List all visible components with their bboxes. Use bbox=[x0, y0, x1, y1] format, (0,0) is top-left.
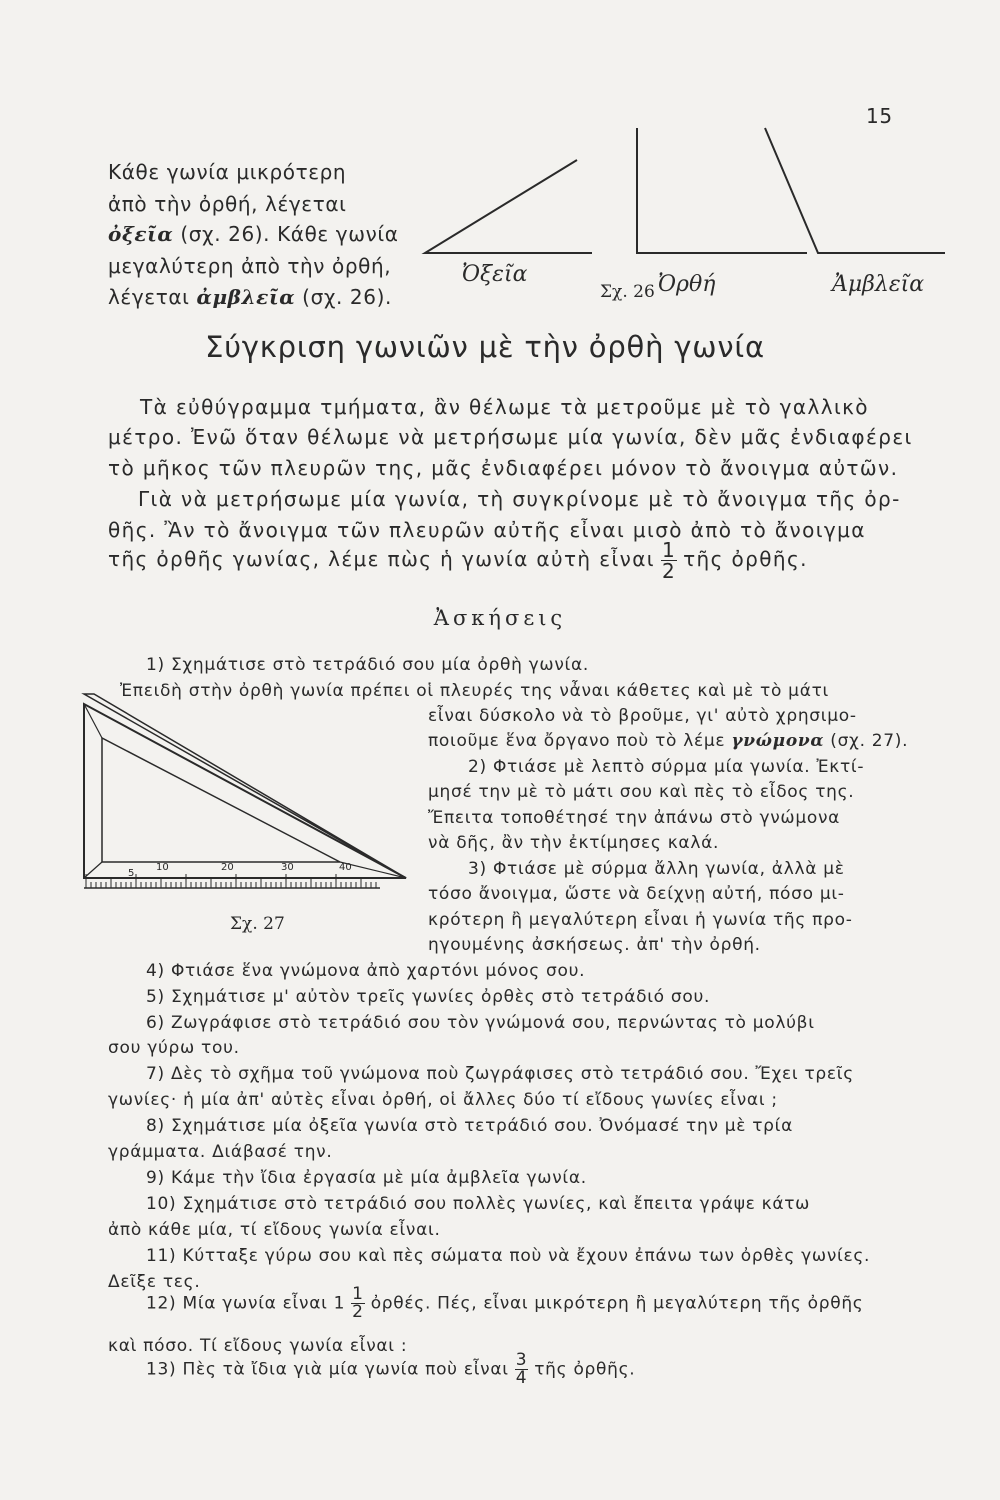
exercise-1-line-3: εἶναι δύσκολο νὰ τὸ βροῦμε, γι' αὐτὸ χρησιμο- bbox=[428, 706, 857, 726]
paragraph-line-4: Γιὰ νὰ μετρήσωμε μία γωνία, τὴ συγκρίνομε μὲ τὸ ἄνοιγμα τῆς ὀρ- bbox=[138, 487, 901, 511]
fraction-three-quarters: $\frac{3}{4}$ bbox=[515, 1350, 528, 1388]
paragraph-line-2: μέτρο. Ἐνῶ ὅταν θέλωμε νὰ μετρήσωμε μία γωνία, δὲν μᾶς ἐνδιαφέρει bbox=[108, 425, 913, 449]
exercise-7-line-1: 7) Δὲς τὸ σχῆμα τοῦ γνώμονα ποὺ ζωγράφισες στὸ τετράδιό σου. Ἔχει τρεῖς bbox=[146, 1064, 854, 1084]
figure-26-caption: Σχ. 26 bbox=[600, 282, 655, 302]
paragraph-line-1: Τὰ εὐθύγραμμα τμήματα, ἂν θέλωμε τὰ μετροῦμε μὲ τὸ γαλλικὸ bbox=[140, 395, 869, 419]
exercises-heading: Ἀσκήσεις bbox=[433, 606, 567, 630]
label-acute: Ὀξεῖα bbox=[462, 262, 528, 287]
label-obtuse: Ἀμβλεῖα bbox=[832, 272, 925, 297]
page-number: 15 bbox=[866, 104, 893, 128]
ruler-mark: 10 bbox=[156, 862, 169, 873]
intro-line-3: ὀξεῖα (σχ. 26). Κάθε γωνία bbox=[108, 222, 399, 246]
term-gnomon: γνώμονα bbox=[731, 731, 825, 751]
exercise-9: 9) Κάμε τὴν ἴδια ἐργασία μὲ μία ἀμβλεῖα γωνία. bbox=[146, 1168, 587, 1188]
term-acute: ὀξεῖα bbox=[108, 222, 174, 246]
fraction-one-half: $\frac{1}{2}$ bbox=[352, 1284, 364, 1322]
exercise-2-line-3: Ἔπειτα τοποθέτησέ την ἀπάνω στὸ γνώμονα bbox=[428, 808, 841, 828]
right-angle bbox=[637, 128, 807, 253]
exercise-10-line-2: ἀπὸ κάθε μία, τί εἴδους γωνία εἶναι. bbox=[108, 1220, 441, 1240]
paragraph-line-5: θῆς. Ἂν τὸ ἄνοιγμα τῶν πλευρῶν αὐτῆς εἶναι μισὸ ἀπὸ τὸ ἄνοιγμα bbox=[108, 518, 866, 542]
ruler-mark: 30 bbox=[281, 862, 294, 873]
exercise-8-line-2: γράμματα. Διάβασέ την. bbox=[108, 1142, 333, 1162]
intro-line-1: Κάθε γωνία μικρότερη bbox=[108, 160, 347, 184]
exercise-6-line-2: σου γύρω του. bbox=[108, 1038, 240, 1058]
exercise-11-line-2: Δεῖξε τες. bbox=[108, 1272, 201, 1292]
fraction-one-half: $\frac{1}{2}$ bbox=[661, 538, 677, 583]
exercise-12-line-1: 12) Μία γωνία εἶναι 1 $\frac{1}{2}$ ὀρθές. Πές, εἶναι μικρότερη ἢ μεγαλύτερη τῆς ὀρθῆς bbox=[146, 1284, 864, 1322]
figure-27-caption: Σχ. 27 bbox=[230, 914, 285, 934]
term-obtuse: ἀμβλεῖα bbox=[196, 285, 296, 309]
ruler-mark: 5 bbox=[128, 868, 135, 879]
exercise-2-line-4: νὰ δῆς, ἂν τὴν ἐκτίμησες καλά. bbox=[428, 833, 720, 853]
exercise-2-line-1: 2) Φτιάσε μὲ λεπτὸ σύρμα μία γωνία. Ἐκτί- bbox=[468, 757, 865, 777]
intro-line-4: μεγαλύτερη ἀπὸ τὴν ὀρθή, bbox=[108, 254, 392, 278]
exercise-5: 5) Σχημάτισε μ' αὐτὸν τρεῖς γωνίες ὀρθὲς στὸ τετράδιό σου. bbox=[146, 987, 711, 1007]
exercise-2-line-2: μησέ την μὲ τὸ μάτι σου καὶ πὲς τὸ εἶδος της. bbox=[428, 782, 855, 802]
ruler-mark: 40 bbox=[339, 862, 352, 873]
exercise-10-line-1: 10) Σχημάτισε στὸ τετράδιό σου πολλὲς γωνίες, καὶ ἔπειτα γράψε κάτω bbox=[146, 1194, 811, 1214]
exercise-3-line-4: ηγουμένης ἀσκήσεως. ἀπ' τὴν ὀρθή. bbox=[428, 935, 761, 955]
exercise-1-line-2: Ἐπειδὴ στὴν ὀρθὴ γωνία πρέπει οἱ πλευρές της νἆναι κάθετες καὶ μὲ τὸ μάτι bbox=[120, 681, 829, 701]
exercise-7-line-2: γωνίες· ἡ μία ἀπ' αὐτὲς εἶναι ὀρθή, οἱ ἄλλες δύο τί εἴδους γωνίες εἶναι ; bbox=[108, 1090, 778, 1110]
exercise-3-line-2: τόσο ἄνοιγμα, ὥστε νὰ δείχνῃ αὐτή, πόσο μι- bbox=[428, 884, 845, 904]
exercise-8-line-1: 8) Σχημάτισε μία ὀξεῖα γωνία στὸ τετράδιό σου. Ὀνόμασέ την μὲ τρία bbox=[146, 1116, 794, 1136]
exercise-6-line-1: 6) Ζωγράφισε στὸ τετράδιό σου τὸν γνώμονά σου, περνώντας τὸ μολύβι bbox=[146, 1013, 815, 1033]
acute-angle bbox=[425, 160, 592, 253]
exercise-1-line-4: ποιοῦμε ἕνα ὄργανο ποὺ τὸ λέμε γνώμονα (σχ. 27). bbox=[428, 731, 909, 751]
paragraph-line-3: τὸ μῆκος τῶν πλευρῶν της, μᾶς ἐνδιαφέρει μόνον τὸ ἄνοιγμα αὐτῶν. bbox=[108, 456, 899, 480]
exercise-1-line-1: 1) Σχημάτισε στὸ τετράδιό σου μία ὀρθὴ γωνία. bbox=[146, 655, 590, 675]
intro-line-5: λέγεται ἀμβλεῖα (σχ. 26). bbox=[108, 285, 392, 309]
exercise-11-line-1: 11) Κύτταξε γύρω σου καὶ πὲς σώματα ποὺ νὰ ἔχουν ἐπάνω των ὀρθὲς γωνίες. bbox=[146, 1246, 871, 1266]
label-right: Ὀρθή bbox=[658, 272, 716, 297]
paragraph-line-6: τῆς ὀρθῆς γωνίας, λέμε πὼς ἡ γωνία αὐτὴ εἶναι $\frac{1}{2}$ τῆς ὀρθῆς. bbox=[108, 538, 808, 583]
section-title: Σύγκριση γωνιῶν μὲ τὴν ὀρθὴ γωνία bbox=[205, 330, 765, 364]
ruler-mark: 20 bbox=[221, 862, 234, 873]
obtuse-angle bbox=[765, 128, 945, 253]
exercise-12-line-2: καὶ πόσο. Τί εἴδους γωνία εἶναι : bbox=[108, 1336, 408, 1356]
exercise-3-line-3: κρότερη ἢ μεγαλύτερη εἶναι ἡ γωνία τῆς προ- bbox=[428, 910, 853, 930]
figure-27-set-square bbox=[80, 690, 420, 920]
exercise-13: 13) Πὲς τὰ ἴδια γιὰ μία γωνία ποὺ εἶναι $\frac{3}{4}$ τῆς ὀρθῆς. bbox=[146, 1350, 636, 1388]
exercise-3-line-1: 3) Φτιάσε μὲ σύρμα ἄλλη γωνία, ἀλλὰ μὲ bbox=[468, 859, 845, 879]
intro-line-2: ἀπὸ τὴν ὀρθή, λέγεται bbox=[108, 192, 347, 216]
exercise-4: 4) Φτιάσε ἕνα γνώμονα ἀπὸ χαρτόνι μόνος σου. bbox=[146, 961, 586, 981]
